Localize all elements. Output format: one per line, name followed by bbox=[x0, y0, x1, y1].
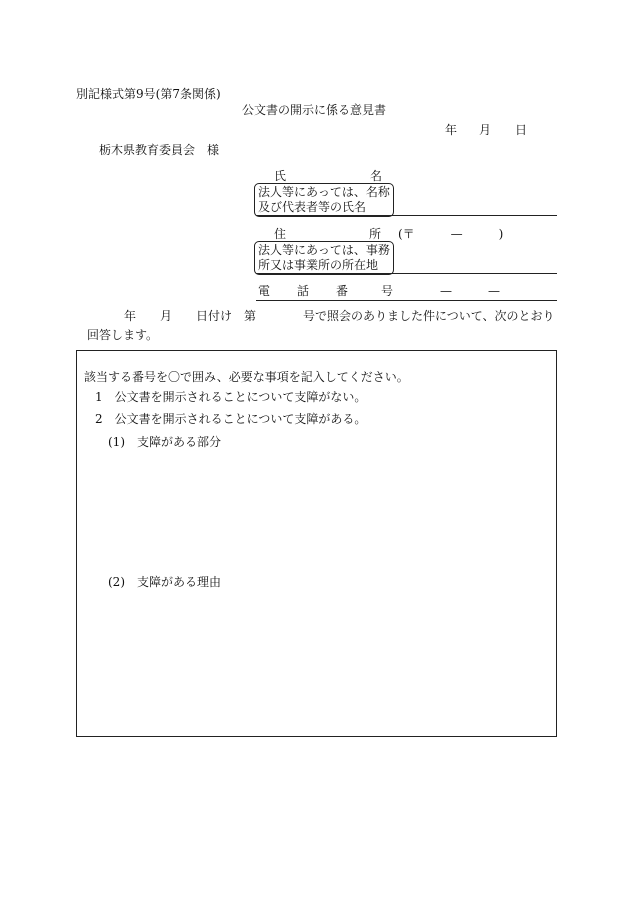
date-year-label: 年 bbox=[445, 123, 458, 137]
document-title: 公文書の開示に係る意見書 bbox=[242, 103, 387, 117]
postal-code-field: (〒 — ) bbox=[398, 227, 504, 241]
name-note-line2: 及び代表者等の氏名 bbox=[258, 200, 367, 214]
reply-number-prefix: 第 bbox=[244, 309, 257, 323]
addressee: 栃木県教育委員会 様 bbox=[99, 143, 220, 157]
answer-box bbox=[76, 350, 557, 737]
phone-label-4: 号 bbox=[381, 284, 394, 298]
phone-label-3: 番 bbox=[336, 284, 349, 298]
phone-number-field: — — bbox=[440, 284, 501, 298]
box-instruction: 該当する番号を〇で囲み、必要な事項を記入してください。 bbox=[84, 370, 409, 384]
date-month-label: 月 bbox=[479, 123, 492, 137]
name-underline bbox=[256, 215, 557, 216]
option-no-objection: 1 公文書を開示されることについて支障がない。 bbox=[95, 390, 367, 404]
address-label-2: 所 bbox=[369, 227, 382, 241]
sub-item-objection-reason: (2) 支障がある理由 bbox=[108, 575, 221, 589]
reply-dated: 日付け bbox=[196, 309, 233, 323]
phone-label-2: 話 bbox=[297, 284, 310, 298]
reply-line1-tail: 号で照会のありました件について、次のとおり bbox=[303, 309, 555, 323]
date-day-label: 日 bbox=[515, 123, 528, 137]
reply-month: 月 bbox=[160, 309, 173, 323]
reply-year: 年 bbox=[124, 309, 137, 323]
address-note-line1: 法人等にあっては、事務 bbox=[258, 243, 390, 257]
address-note-bracket bbox=[254, 241, 394, 275]
phone-underline bbox=[256, 300, 557, 301]
reply-line2: 回答します。 bbox=[87, 328, 159, 342]
option-has-objection: 2 公文書を開示されることについて支障がある。 bbox=[95, 412, 367, 426]
address-underline bbox=[256, 273, 557, 274]
name-label-1: 氏 bbox=[274, 169, 287, 183]
name-note-bracket bbox=[254, 183, 394, 217]
address-note-line2: 所又は事業所の所在地 bbox=[258, 258, 379, 272]
name-note-line1: 法人等にあっては、名称 bbox=[258, 185, 390, 199]
name-label-2: 名 bbox=[370, 169, 383, 183]
form-number: 別記様式第9号(第7条関係) bbox=[76, 87, 221, 101]
phone-label-1: 電 bbox=[258, 284, 271, 298]
sub-item-objection-part: (1) 支障がある部分 bbox=[108, 435, 221, 449]
address-label-1: 住 bbox=[274, 227, 287, 241]
